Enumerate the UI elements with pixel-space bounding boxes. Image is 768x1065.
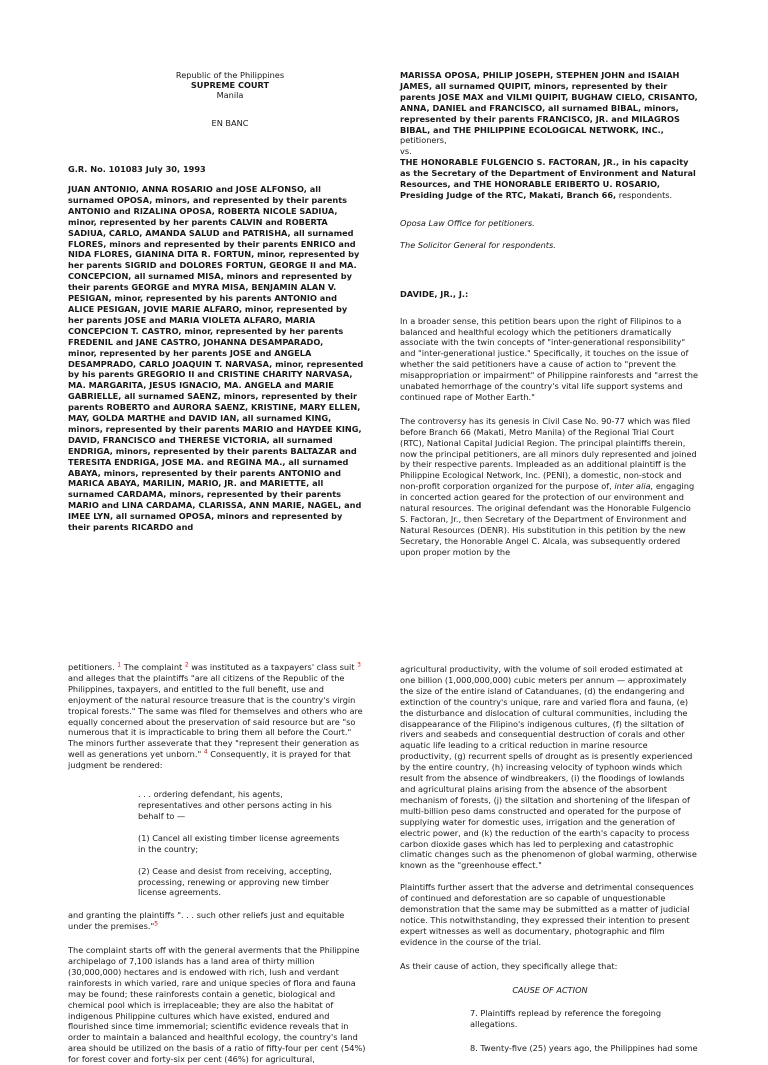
footnote-3-link[interactable]: 3 (357, 661, 361, 669)
gr-number: G.R. No. 101083 July 30, 1993 (68, 164, 206, 174)
text-granting: and granting the plaintiffs ". . . such other reliefs just and equitable under the premises." (68, 910, 345, 932)
court-header (140, 70, 320, 128)
inter-alia: inter alia, (614, 481, 654, 492)
text-class-suit: was instituted as a taxpayers' class suit (191, 662, 355, 672)
country-line: Republic of the Philippines (175, 70, 285, 80)
page2-left-column (68, 662, 368, 1065)
respondent-text: THE HONORABLE FULGENCIO S. FACTORAN, JR., in his capacity as the Secretary of the Department of Environment and Natural Resources, and THE HONORABLE ERIBERTO U. ROSARIO, Presiding Judge of the RTC, Makati, Branch 66, (400, 157, 696, 200)
counsel-petitioners: Oposa Law Office for petitioners. (400, 217, 535, 228)
opinion-paragraph-2a: The controversy has its genesis in Civil Case No. 90-77 which was filed before Branch 66 (Makati, Metro Manila) of the Regional Trial Court (RTC), National Capital Judicial Region. The principal plaintiffs therein, now the principal petitioners, are all minors duly represented and joined by their respective parents. Impleaded as an additional plaintiff is the Philippine Ecological Network, Inc. (PENI), a domestic, non-stock and non-profit corporation organized for the purpose of, (400, 415, 697, 492)
opinion-paragraph-1: In a broader sense, this petition bears upon the right of Filipinos to a balanced and healthful ecology which the petitioners dramatically associate with the twin concepts of "inter-generational responsibility" and "inter-generational justice." Specifically, it touches on the issue of whether the said petitioners have a cause of action to "prevent the misappropriation or impairment" of Philippine rainforests and "arrest the unabated hemorrhage of the country's vital life support systems and continued rape of Mother Earth." (400, 315, 698, 402)
ponente: DAVIDE, JR., J.: (400, 288, 469, 299)
item-8: 8. Twenty-five (25) years ago, the Philippines had some (470, 1043, 698, 1054)
footnote-4-link[interactable]: 4 (203, 748, 208, 756)
respondents-suffix: respondents. (618, 189, 673, 200)
en-banc-line: EN BANC (211, 118, 249, 128)
item-7: 7. Plaintiffs replead by reference the foregoing allegations. (470, 1008, 662, 1030)
petitioners-text-1: JUAN ANTONIO, ANNA ROSARIO and JOSE ALFONSO, all surnamed OPOSA, minors, and represented by their parents ANTONIO and RIZALINA OPOSA, ROBERTA NICOLE SADIUA, minor, represented by her parents CALVIN and ROBERTA SADIUA, CARLO, AMANDA SALUD and PATRISHA, all surnamed FLORES, minors and represented by their parents ENRICO and NIDA FLORES, GIANINA DITA R. FORTUN, minor, represented by her parents SIGRID and DOLORES FORTUN, GEORGE II and MA. CONCEPCION, all surnamed MISA, minors and represented by their parents GEORGE and MYRA MISA, BENJAMIN ALAN V. PESIGAN, minor, represented by his parents ANTONIO and ALICE PESIGAN, JOVIE MARIE ALFARO, minor, represented by her parents JOSE and MARIA VIOLETA ALFARO, MARIA CONCEPCION T. CASTRO, minor, represented by her parents FREDENIL and JANE CASTRO, JOHANNA DESAMPARADO, (68, 184, 360, 347)
page2-right-column (400, 664, 700, 1054)
text-complaint: The complaint (123, 662, 183, 672)
document-page-2 (0, 652, 768, 1065)
footnote-5-link[interactable]: 5 (154, 920, 159, 928)
opinion-paragraph-2b: engaging in concerted action geared for the protection of our environment and natural resources. The original defendant was the Honorable Fulgencio S. Factoran, Jr., then Secretary of the Department of Environment and Natural Resources (DENR). His substitution in this petition by the new Secretary, the Honorable Angel C. Alcala, was subsequently ordered upon proper motion by the (400, 481, 695, 557)
cause-of-action-heading: CAUSE OF ACTION (512, 984, 588, 995)
counsel-respondents: The Solicitor General for respondents. (400, 239, 556, 250)
petitioners-left-column (68, 184, 364, 533)
petitioners-right-column (400, 70, 700, 558)
versus-line: vs. (400, 146, 412, 157)
footnote-2-link[interactable]: 2 (184, 661, 189, 669)
footnote-1-link[interactable]: 1 (117, 661, 122, 669)
text-agricultural: agricultural productivity, with the volume of soil eroded estimated at one billion (1,000,000,000) cubic meters per annum — approximately the size of the entire island of Catanduanes, (d) the endangering and extinction of the country's unique, rare and varied flora and fauna, (e) the disturbance and dislocation of cultural communities, including the disappearance of the Filipino's indigenous cultures, (f) the siltation of rivers and seabeds and consequential destruction of corals and other aquatic life leading to a critical reduction in marine resource productivity, (g) recurrent spells of drought as is presently experienced by the entire country, (h) increasing velocity of typhoon winds which result from the absence of windbreakers, (i) the floodings of lowlands and agricultural plains arising from the absence of the absorbent mechanism of forests, (j) the siltation and shortening of the lifespan of multi-billion peso dams constructed and operated for the purpose of supplying water for domestic uses, irrigation and the generation of electric power, and (k) the reduction of the earth's capacity to process carbon dioxide gases which has led to perplexing and catastrophic climatic changes such as the phenomenon of global warming, otherwise known as the "greenhouse effect." (400, 664, 697, 871)
text-plaintiffs-assert: Plaintiffs further assert that the adverse and detrimental consequences of continued and deforestation are so capable of unquestionable demonstration that the same may be submitted as a matter of judicial notice. This notwithstanding, they expressed their intention to present expert witnesses as well as documentary, photographic and film evidence in the course of the trial. (400, 882, 694, 947)
city-line: Manila (216, 90, 244, 100)
quote-cancel: (1) Cancel all existing timber license agreements in the country; (138, 832, 340, 854)
text-prayer: Consequently, it is prayed for that judgment be rendered: (68, 749, 351, 771)
petitioners-text-2: minor, represented by her parents JOSE and ANGELA DESAMPRADO, CARLO JOAQUIN T. NARVASA, minor, represented by his parents GREGORIO II and CRISTINE CHARITY NARVASA, MA. MARGARITA, JESUS IGNACIO, MA. ANGELA and MARIE GABRIELLE, all surnamed SAENZ, minors, represented by their parents ROBERTO and AURORA SAENZ, KRISTINE, MARY ELLEN, MAY, GOLDA MARTHE and DAVID IAN, all surnamed KING, minors, represented by their parents MARIO and HAYDEE KING, DAVID, FRANCISCO and THERESE VICTORIA, all surnamed ENDRIGA, minors, represented by their parents BALTAZAR and TERESITA ENDRIGA, JOSE MA. and REGINA MA., all surnamed ABAYA, minors, represented by their parents ANTONIO and MARICA ABAYA, MARILIN, MARIO, JR. and MARIETTE, all surnamed CARDAMA, minors, represented by their parents MARIO and LINA CARDAMA, CLARISSA, ANN MARIE, NAGEL, and IMEE LYN, all surnamed OPOSA, minors and represented by their parents RICARDO and (68, 347, 364, 533)
text-petitioners: petitioners. (68, 662, 115, 672)
text-complaint-starts: The complaint starts off with the general averments that the Philippine archipelago of 7,100 islands has a land area of thirty million (30,000,000) hectares and is endowed with rich, lush and verdant rainforests in which varied, rare and unique species of flora and fauna may be found; these rainforests contain a genetic, biological and chemical pool which is irreplaceable; they are also the habitat of indigenous Philippine cultures which have existed, endured and flourished since time immemorial; scientific evidence reveals that in order to maintain a balanced and healthful ecology, the country's land area should be utilized on the basis of a ratio of fifty-four per cent (54%) for forest cover and forty-six per cent (46%) for agricultural, (68, 945, 366, 1065)
court-line: SUPREME COURT (190, 80, 270, 90)
petitioners-text-3: MARISSA OPOSA, PHILIP JOSEPH, STEPHEN JOHN and ISAIAH JAMES, all surnamed QUIPIT, minors, represented by their parents JOSE MAX and VILMI QUIPIT, BUGHAW CIELO, CRISANTO, ANNA, DANIEL and FRANCISCO, all surnamed BIBAL, minors, represented by their parents FRANCISCO, JR. and MILAGROS BIBAL, and THE PHILIPPINE ECOLOGICAL NETWORK, INC., (400, 70, 698, 135)
quote-cease: (2) Cease and desist from receiving, accepting, processing, renewing or approving new timber license agreements. (138, 865, 332, 898)
quote-ordering: . . . ordering defendant, his agents, representatives and other persons acting in his behalf to — (138, 789, 332, 821)
text-cause-intro: As their cause of action, they specifically allege that: (400, 960, 618, 971)
petitioners-suffix: petitioners, (400, 135, 447, 146)
text-allegations: and alleges that the plaintiffs "are all citizens of the Republic of the Philippines, taxpayers, and entitled to the full benefit, use and enjoyment of the natural resource treasure that is the country's virgin tropical forests." The same was filed for themselves and others who are equally concerned about the preservation of said resource but are "so numerous that it is impracticable to bring them all before the Court." The minors further asseverate that they "represent their generation as well as generations yet unborn." (68, 672, 363, 760)
